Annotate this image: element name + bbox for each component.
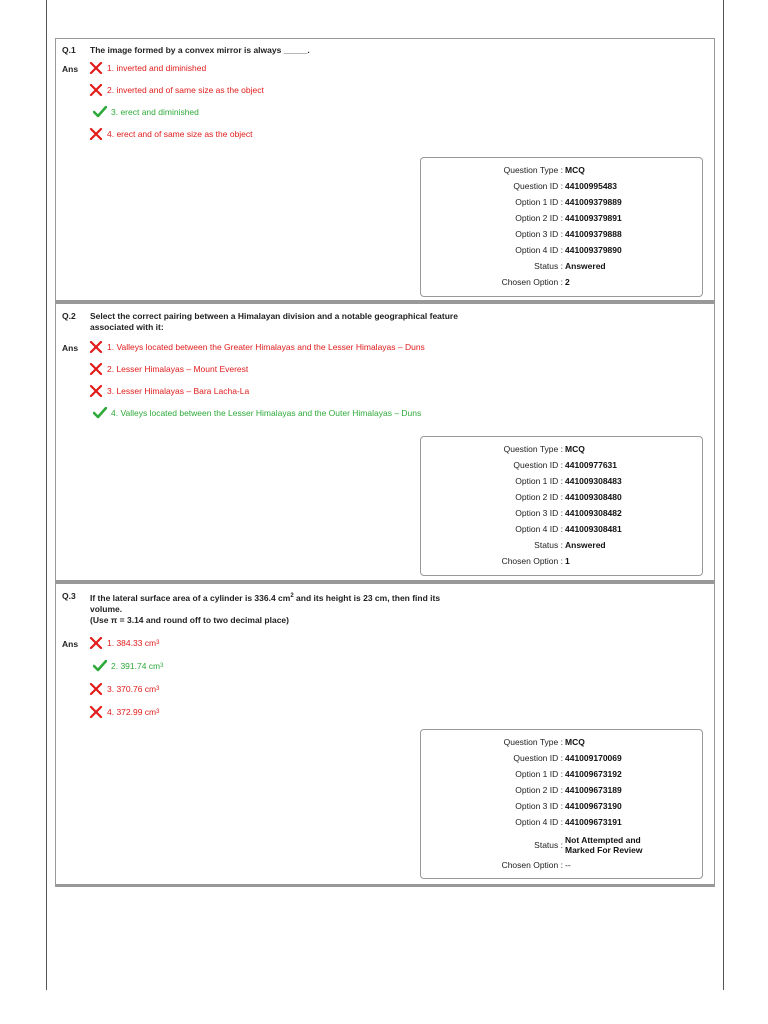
option-4 [89,128,253,140]
meta-row: Status : Answered [534,540,606,550]
option-text: 4. erect and of same size as the object [107,129,253,139]
meta-row: Status : Answered [534,261,606,271]
cross-icon [89,363,103,375]
question-meta-box [420,157,703,297]
question-block-3 [55,583,715,887]
meta-row: Option 4 ID : 441009673191 [515,817,622,827]
cross-icon [89,683,103,695]
option-2 [89,363,248,375]
checkmark-icon [93,106,107,118]
cross-icon [89,62,103,74]
ans-label: Ans [62,639,79,649]
option-text: 4. 372.99 cm [107,707,157,717]
question-number: Q.1 [62,45,76,55]
option-text: 3. Lesser Himalayas – Bara Lacha-La [107,386,250,396]
checkmark-icon [93,660,107,672]
option-text: 3. 370.76 cm [107,684,157,694]
meta-row: Question Type : MCQ [503,165,585,175]
option-1: 1. 384.33 cm 3 [89,637,159,649]
meta-row: Option 3 ID : 441009673190 [515,801,622,811]
option-text: 2. inverted and of same size as the object [107,85,264,95]
option-2 [89,84,264,96]
cross-icon [89,385,103,397]
meta-row: Option 1 ID : 441009308483 [515,476,622,486]
cross-icon [89,84,103,96]
ans-label: Ans [62,64,79,74]
option-text: 1. Valleys located between the Greater Himalayas and the Lesser Himalayas – Duns [107,342,425,352]
meta-row: Question Type : MCQ [503,737,585,747]
ans-label: Ans [62,343,79,353]
meta-row: Option 1 ID : 441009673192 [515,769,622,779]
option-4 [89,407,421,419]
option-2: 2. 391.74 cm 3 [89,660,163,672]
question-text: The image formed by a convex mirror is always _____. [90,45,310,55]
question-text: Select the correct pairing between a Himalayan division and a notable geographical feature associated with it: [90,311,458,332]
cross-icon [89,341,103,353]
option-3 [89,385,249,397]
cross-icon [89,128,103,140]
option-3: 3. 370.76 cm 3 [89,683,159,695]
option-3 [89,106,199,118]
meta-row: Chosen Option : 1 [501,556,570,566]
option-text: 2. 391.74 cm [111,661,161,671]
option-text: 4. Valleys located between the Lesser Himalayas and the Outer Himalayas – Duns [111,408,422,418]
cross-icon [89,637,103,649]
meta-row: Option 4 ID : 441009308481 [515,524,622,534]
meta-row: Question ID : 441009170069 [513,753,622,763]
question-text: If the lateral surface area of a cylinder is 336.4 $cm^2$ and its height is 23 cm, then find its volume. (Use π = 3.14 and round off to two decimal place) [90,592,441,625]
option-1 [89,62,206,74]
meta-row: Option 1 ID : 441009379889 [515,197,622,207]
option-text: 2. Lesser Himalayas – Mount Everest [107,364,249,374]
meta-row: Chosen Option : -- [501,860,571,870]
meta-row: Option 2 ID : 441009308480 [515,492,622,502]
meta-row: Option 3 ID : 441009379888 [515,229,622,239]
option-text: 3. erect and diminished [111,107,199,117]
question-meta-box [420,729,703,879]
cross-icon [89,706,103,718]
meta-row: Question Type : MCQ [503,444,585,454]
question-number: Q.3 [62,591,76,601]
option-text: 1. 384.33 cm [107,638,157,648]
option-4: 4. 372.99 cm 3 [89,706,159,718]
meta-row: Option 2 ID : 441009379891 [515,213,622,223]
question-meta-box [420,436,703,576]
option-text: 1. inverted and diminished [107,63,207,73]
meta-row: Option 4 ID : 441009379890 [515,245,622,255]
checkmark-icon [93,407,107,419]
question-number: Q.2 [62,311,76,321]
option-1 [89,341,425,353]
question-block-1 [55,38,715,303]
meta-row: Option 3 ID : 441009308482 [515,508,622,518]
meta-row: Status : Not Attempted and Marked For Review [534,835,643,855]
meta-row: Option 2 ID : 441009673189 [515,785,622,795]
meta-row: Question ID : 44100977631 [513,460,618,470]
meta-row: Question ID : 44100995483 [513,181,618,191]
question-block-2 [55,303,715,583]
meta-row: Chosen Option : 2 [501,277,570,287]
